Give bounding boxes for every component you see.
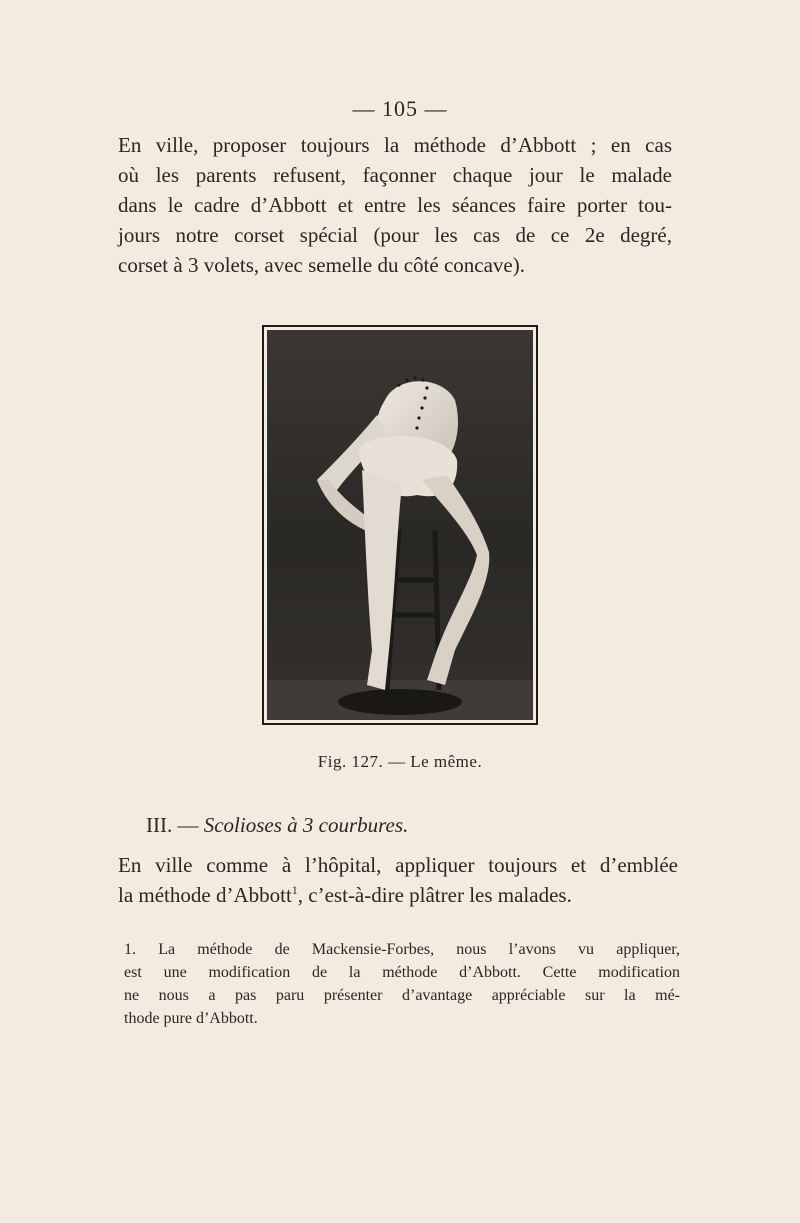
page-number: — 105 — (352, 96, 448, 121)
figure-caption: Fig. 127. — Le même. (317, 752, 483, 771)
footnote-mark: 1 (291, 883, 298, 897)
footnote-line: est une modification de la méthode d’Abbott. Cette modification (124, 964, 680, 981)
section-title: Scolioses à 3 courbures. (203, 813, 409, 837)
text-fragment: , c’est-à-dire plâtrer les malades. (297, 883, 572, 907)
section-number: III. — (146, 813, 199, 837)
footnote-line: 1. La méthode de Mackensie-Forbes, nous l’avons vu appliquer, (124, 941, 680, 958)
text-line: corset à 3 volets, avec semelle du côté concave). (118, 253, 525, 277)
text-line: jours notre corset spécial (pour les cas de ce 2e degré, (118, 223, 672, 247)
figure-photo (267, 330, 533, 720)
footnote-line: thode pure d’Abbott. (124, 1010, 258, 1027)
text-line: En ville comme à l’hôpital, appliquer toujours et d’emblée (118, 853, 678, 877)
text-line: En ville, proposer toujours la méthode d’Abbott ; en cas (118, 133, 672, 157)
paragraph-2 (118, 850, 678, 910)
text-fragment: la méthode d’Abbott (118, 883, 292, 907)
section-heading (146, 813, 408, 838)
footnote (124, 938, 680, 1030)
text-line: dans le cadre d’Abbott et entre les séances faire porter tou- (118, 193, 672, 217)
text-line: où les parents refusent, façonner chaque jour le malade (118, 163, 672, 187)
paragraph-1 (118, 130, 672, 280)
footnote-line: ne nous a pas paru présenter d’avantage appréciable sur la mé- (124, 987, 680, 1004)
text-line (118, 880, 678, 910)
figure-photo-frame (262, 325, 538, 725)
